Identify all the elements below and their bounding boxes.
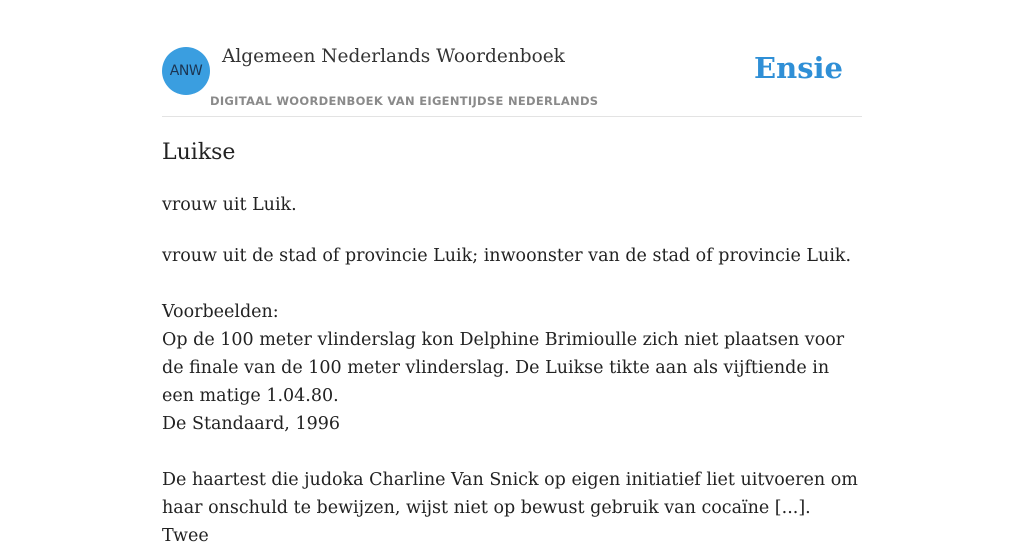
logo-text: ANW <box>169 63 203 79</box>
entry-summary: vrouw uit Luik. <box>162 195 297 215</box>
definition-text: vrouw uit de stad of provincie Luik; inwoonster van de stad of provincie Luik. <box>162 246 852 266</box>
example-text: Op de 100 meter vlinderslag kon Delphine Brimioulle zich niet plaatsen voor de finale van de 100 meter vlinderslag. De Luikse tikte aan als vijftiende in een matige 1.04.80. <box>162 330 845 406</box>
example-source: De Standaard, 1996 <box>162 414 340 434</box>
example-text: De haartest die judoka Charline Van Snick op eigen initiatief liet uitvoeren om haar onschuld te bewijzen, wijst niet op bewust gebruik van cocaïne [...]. Twee <box>162 470 858 546</box>
entry-definition <box>162 242 862 550</box>
entry-title: Luikse <box>162 140 236 165</box>
anw-logo[interactable] <box>162 47 210 95</box>
ensie-brand-logo[interactable]: Ensie <box>754 51 843 85</box>
site-title[interactable]: Algemeen Nederlands Woordenboek <box>222 46 565 67</box>
entry-card <box>162 0 862 546</box>
site-header <box>162 0 862 117</box>
examples-label: Voorbeelden: <box>162 302 279 322</box>
site-subtitle: DIGITAAL WOORDENBOEK VAN EIGENTIJDSE NEDERLANDS <box>210 94 599 108</box>
